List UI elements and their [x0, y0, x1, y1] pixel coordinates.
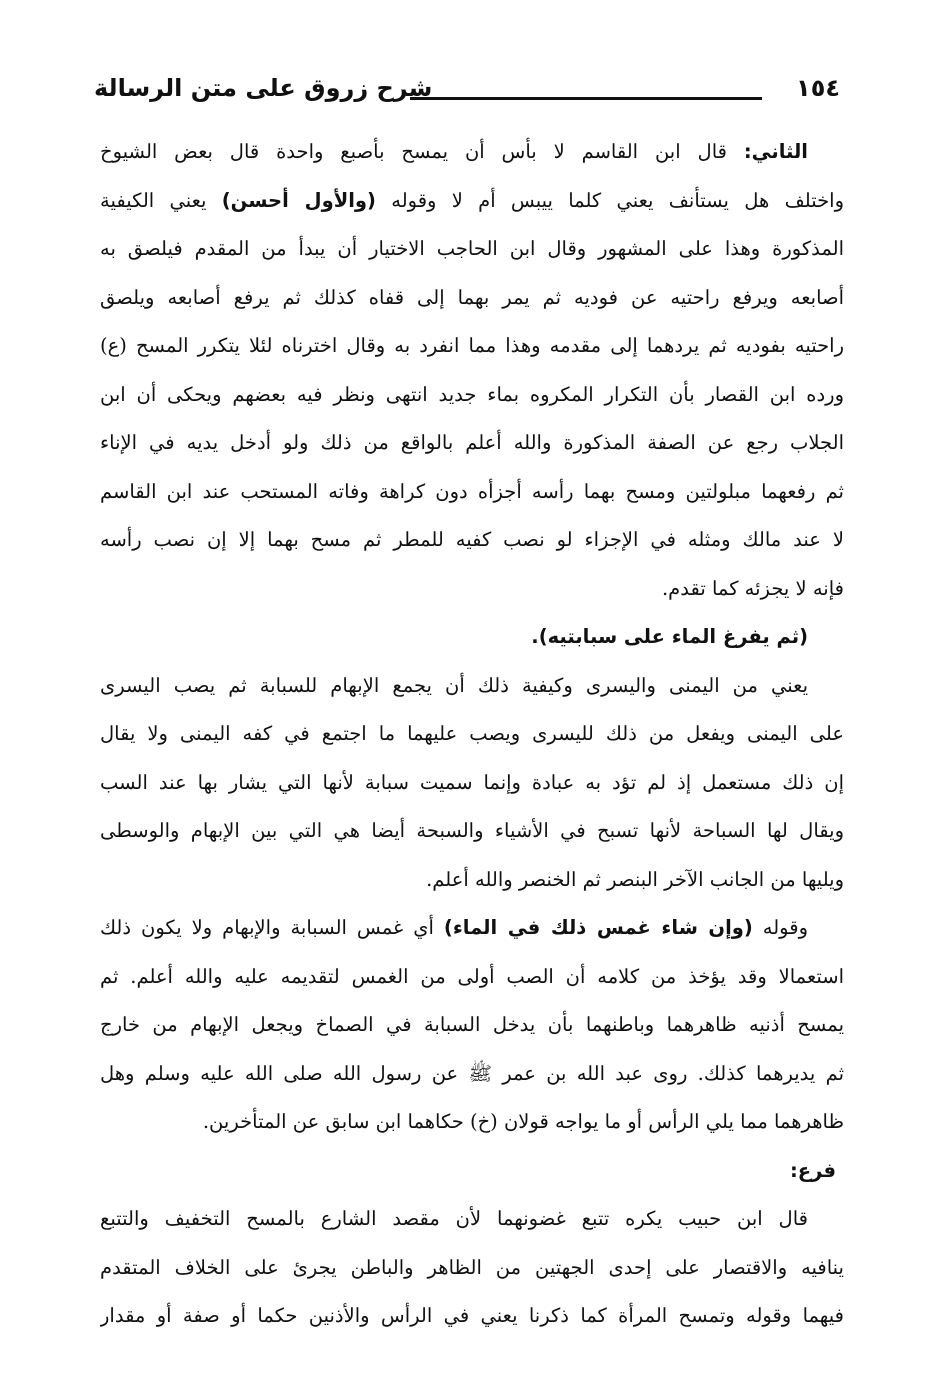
text-line: ويليها من الجانب الآخر البنصر ثم الخنصر والله أعلم.	[426, 867, 844, 891]
paragraph-2	[100, 662, 844, 905]
quoted-matn: (والأول أحسن)	[221, 188, 376, 212]
text-span: يعني الكيفية	[100, 188, 207, 212]
paragraph-4	[100, 1195, 844, 1341]
text-line: المذكورة وهذا على المشهور وقال ابن الحاجب الاختيار أن يبدأ من المقدم فيلصق به	[100, 237, 844, 260]
text-span: أي غمس السبابة والإبهام ولا يكون ذلك	[100, 916, 434, 939]
text-line: لا عند مالك ومثله في الإجزاء لو نصب كفيه للمطر ثم مسح بهما إلا إن نصب رأسه	[100, 528, 844, 551]
text-line: استعمالا وقد يؤخذ من كلامه أن الصب أولى من الغمس لتقديمه عليه والله أعلم. ثم	[100, 964, 844, 988]
text-span: قال ابن القاسم لا بأس أن يمسح بأصبع واحدة قال بعض الشيوخ	[100, 140, 727, 163]
page-body	[100, 128, 844, 1341]
text-line	[100, 177, 844, 226]
text-line: الجلاب رجع عن الصفة المذكورة والله أعلم بالواقع من ذلك ولو أدخل يديه في الإناء	[100, 431, 844, 454]
heading-text: (ثم يفرغ الماء على سبابتيه).	[531, 625, 808, 648]
text-line: إن ذلك مستعمل إذ لم تؤد به عبادة وإنما سميت سبابة لأنها التي يشار بها عند السب	[100, 770, 844, 794]
text-line: ويقال لها السباحة لأنها تسبح في الأشياء والسبحة أيضا هي التي بين الإبهام والوسطى	[100, 819, 844, 842]
paragraph-3	[100, 904, 844, 1147]
text-line: ظاهرهما مما يلي الرأس أو ما يواجه قولان (خ) حكاهما ابن سابق عن المتأخرين.	[202, 1110, 844, 1133]
text-line: على اليمنى ويفعل من ذلك لليسرى ويصب عليهما ما اجتمع في كفه اليمنى ولا يقال	[100, 722, 844, 745]
text-span: واختلف هل يستأنف يعني كلما ييبس أم لا وقوله	[391, 188, 844, 212]
text-line: فيهما وقوله وتمسح المرأة كما ذكرنا يعني في الرأس والأذنين حكما أو صفة أو مقدار	[100, 1304, 844, 1327]
header-rule	[410, 97, 762, 100]
running-title: شرح زروق على متن الرسالة	[94, 74, 433, 102]
paragraph-1	[100, 128, 844, 613]
text-span: وقوله	[762, 916, 808, 939]
section-heading-matn	[100, 613, 844, 662]
text-line: راحتيه بفوديه ثم يردهما إلى مقدمه وهذا مما انفرد به وقال اخترناه لئلا يتكرر المسح (ع)	[100, 334, 844, 357]
text-line: يعني من اليمنى واليسرى وكيفية ذلك أن يجمع الإبهام للسبابة ثم يصب اليسرى	[100, 673, 808, 697]
lead-word: الثاني:	[743, 140, 808, 163]
text-line: ثم رفعهما مبلولتين ومسح بهما رأسه أجزأه دون كراهة وفاته المستحب عند ابن القاسم	[100, 479, 844, 503]
text-line: قال ابن حبيب يكره تتبع غضونهما لأن مقصد الشارع بالمسح التخفيف والتتبع	[100, 1207, 808, 1230]
page-header	[92, 70, 852, 120]
text-line: أصابعه ويرفع راحتيه عن فوديه ثم يمر بهما إلى قفاه كذلك ثم يرفع أصابعه ويلصق	[100, 285, 844, 309]
text-line	[100, 128, 844, 177]
text-line: ثم يديرهما كذلك. روى عبد الله بن عمر ﷺ عن رسول الله صلى الله عليه وسلم وهل	[100, 1061, 844, 1085]
text-line: يمسح أذنيه ظاهرهما وباطنهما بأن يدخل السبابة في الصماخ ويجعل الإبهام من خارج	[100, 1013, 844, 1036]
page-number: ١٥٤	[796, 74, 840, 102]
section-heading-far: فرع:	[789, 1158, 836, 1182]
text-line	[100, 904, 844, 953]
text-line: ورده ابن القصار بأن التكرار المكروه بماء جديد انتهى ونظر فيه بعضهم ويحكى أن ابن	[100, 382, 844, 406]
text-line: فإنه لا يجزئه كما تقدم.	[661, 576, 844, 600]
text-line: ينافيه والاقتصار على إحدى الجهتين من الظاهر والباطن يجرئ على الخلاف المتقدم	[100, 1255, 844, 1279]
quoted-matn: (وإن شاء غمس ذلك في الماء)	[443, 916, 753, 939]
